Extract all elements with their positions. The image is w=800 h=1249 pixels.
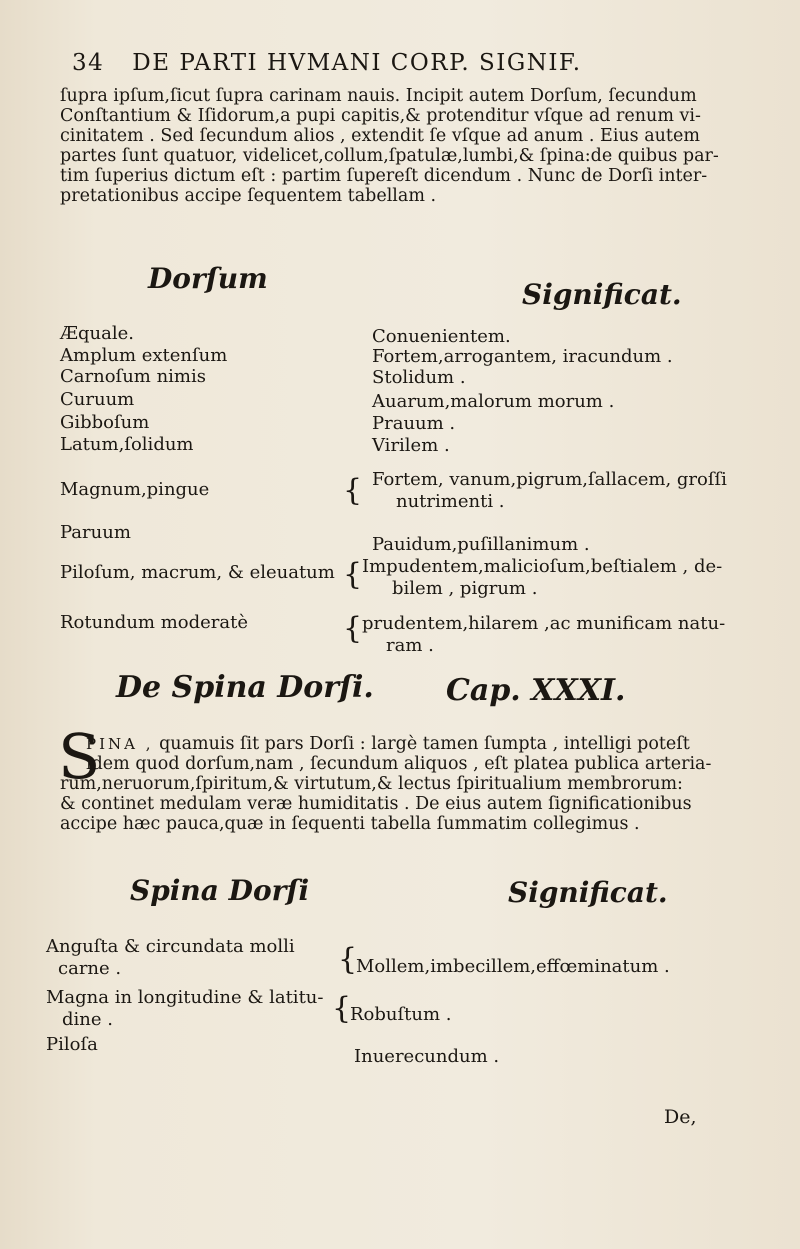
text-line: rum,neruorum,ſpiritum,& virtutum,& lectus ſpiritualium membrorum: <box>60 774 683 794</box>
feature-cell: Piloſum, macrum, & eleuatum <box>60 562 335 583</box>
curly-brace-icon: { <box>338 942 358 977</box>
feature-cell-continued: dine . <box>62 1009 113 1030</box>
text-line: & continet medulam veræ humiditatis . De eius autem ſignificationibus <box>60 794 692 814</box>
meaning-cell: Fortem,arrogantem, iracundum . <box>372 346 673 367</box>
meaning-cell: Virilem . <box>372 435 450 456</box>
curly-brace-icon: { <box>343 557 363 592</box>
text-line: idem quod dorſum,nam , ſecundum aliquos , eſt platea publica arteria- <box>86 754 712 774</box>
meaning-cell: Robuſtum . <box>350 1004 452 1025</box>
intro-paragraph <box>60 86 760 206</box>
feature-cell: Anguſta & circundata molli <box>46 936 295 957</box>
text-line: accipe hæc pauca,quæ in ſequenti tabella ſummatim collegimus . <box>60 814 640 834</box>
dorsum-column-heading: Dorſum <box>148 262 268 295</box>
meaning-cell: Conuenientem. <box>372 326 511 347</box>
text-line: quamuis ſit pars Dorſi : largè tamen ſumpta , intelligi poteſt <box>159 734 690 754</box>
running-title: DE PARTI HVMANI CORP. SIGNIF. <box>132 50 582 76</box>
chapter-title: De Spina Dorſi. <box>116 670 374 705</box>
spina-paragraph <box>86 734 760 774</box>
feature-cell: Magna in longitudine & latitu- <box>46 987 324 1008</box>
chapter-number: Cap. XXXI. <box>446 673 626 708</box>
spina-column-heading: Spina Dorſi <box>130 874 310 907</box>
significat-column-heading: Significat. <box>522 278 682 311</box>
meaning-cell: Impudentem,malicioſum,beſtialem , de- <box>362 556 723 577</box>
page-number: 34 <box>72 50 105 76</box>
meaning-cell-continued: bilem , pigrum . <box>392 578 538 599</box>
text-line: ſupra ipſum,ſicut ſupra carinam nauis. Incipit autem Dorſum, ſecundum <box>60 86 697 106</box>
meaning-cell: Mollem,imbecillem,effœminatum . <box>356 956 670 977</box>
feature-cell: Latum,ſolidum <box>60 434 194 455</box>
meaning-cell: Stolidum . <box>372 367 466 388</box>
text-line: Conſtantium & Iſidorum,a pupi capitis,& protenditur vſque ad renum vi- <box>60 106 701 126</box>
text-line: partes ſunt quatuor, videlicet,collum,ſpatulæ,lumbi,& ſpina:de quibus par- <box>60 146 719 166</box>
curly-brace-icon: { <box>343 611 363 646</box>
meaning-cell-continued: ram . <box>386 635 434 656</box>
feature-cell: Gibboſum <box>60 412 150 433</box>
feature-cell-continued: carne . <box>58 958 122 979</box>
text-line: cinitatem . Sed ſecundum alios , extendit ſe vſque ad anum . Eius autem <box>60 126 700 146</box>
feature-cell: Æquale. <box>60 323 134 344</box>
first-word: PINA , <box>86 735 154 753</box>
drop-cap: S <box>58 720 101 793</box>
curly-brace-icon: { <box>332 991 352 1026</box>
meaning-cell: prudentem,hilarem ,ac munificam natu- <box>362 613 726 634</box>
text-line: tim ſuperius dictum eſt : partim ſupereſt dicendum . Nunc de Dorſi inter- <box>60 166 708 186</box>
running-header <box>72 50 582 76</box>
spina-paragraph-continued <box>60 774 760 834</box>
feature-cell: Carnoſum nimis <box>60 366 206 387</box>
meaning-cell-continued: nutrimenti . <box>396 491 505 512</box>
feature-cell: Paruum <box>60 522 131 543</box>
meaning-cell: Fortem, vanum,pigrum,ſallacem, groſſi <box>372 469 727 490</box>
meaning-cell: Inuerecundum . <box>354 1046 500 1067</box>
curly-brace-icon: { <box>343 473 363 508</box>
feature-cell: Magnum,pingue <box>60 479 210 500</box>
text-line: pretationibus accipe ſequentem tabellam . <box>60 186 437 206</box>
meaning-cell: Pauidum,puſillanimum . <box>372 534 590 555</box>
feature-cell: Rotundum moderatè <box>60 612 249 633</box>
significat-column-heading: Significat. <box>508 876 668 909</box>
meaning-cell: Auarum,malorum morum . <box>372 391 615 412</box>
meaning-cell: Prauum . <box>372 413 456 434</box>
feature-cell: Piloſa <box>46 1034 98 1055</box>
feature-cell: Amplum extenſum <box>60 345 228 366</box>
catchword: De, <box>664 1106 697 1128</box>
feature-cell: Curuum <box>60 389 135 410</box>
